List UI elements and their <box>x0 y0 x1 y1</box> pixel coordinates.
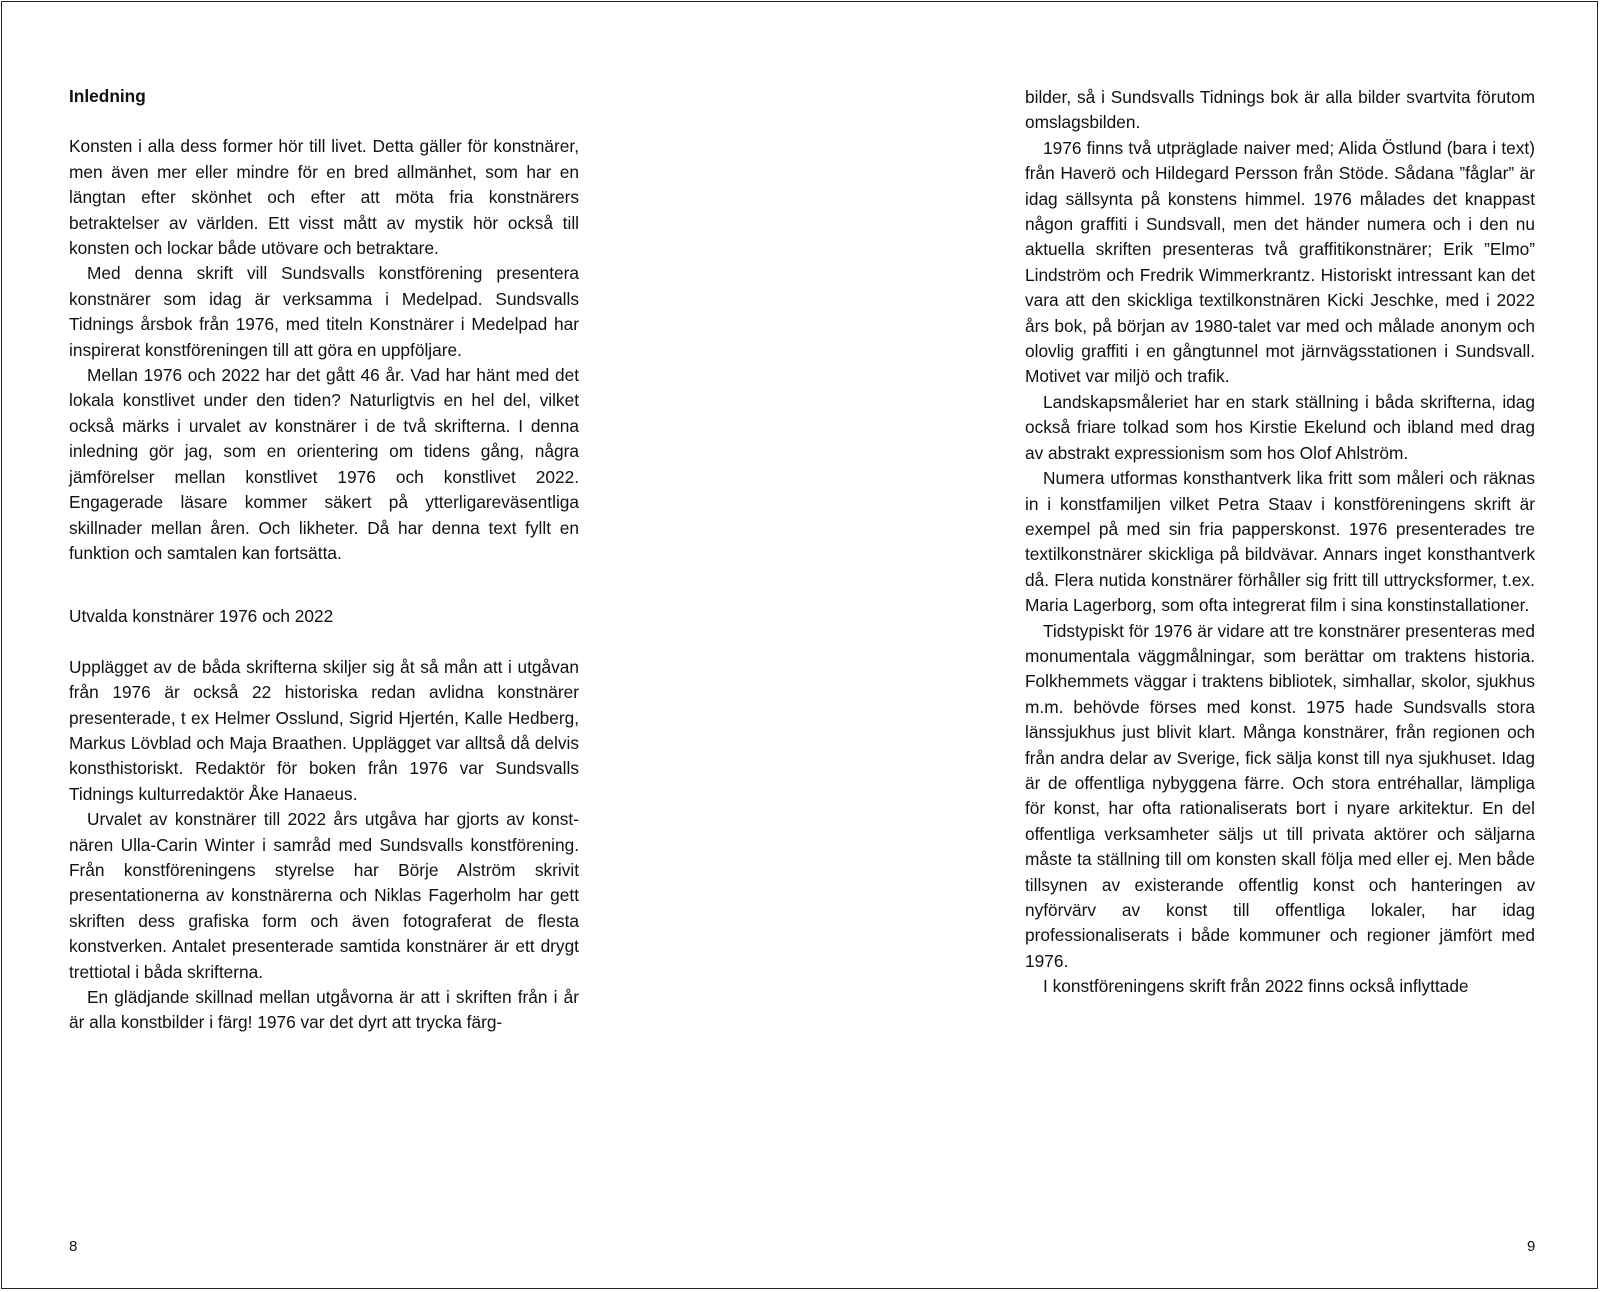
section-heading-inledning: Inledning <box>69 86 146 106</box>
body-paragraph: Mellan 1976 och 2022 har det gått 46 år. Vad har hänt med det lokala konstlivet under den tiden? Naturligtvis en hel del, vilket också märks i urvalet av konstnärer i de två skrifterna. I denna inledning gör jag, som en orientering om tidens gång, några jämförelser mellan konstlivet 1976 och konstlivet 2022. Engagerade läsare kommer säkert på ytterligareväsentliga skillnader mellan åren. Och likheter. Då har denna text fyllt en funktion och samtalen kan fortsätta. <box>69 365 579 563</box>
section-subheading: Utvalda konstnärer 1976 och 2022 <box>69 606 334 627</box>
body-paragraph: bilder, så i Sundsvalls Tidnings bok är alla bilder svartvita förutom omslagsbilden. <box>1025 87 1535 133</box>
body-paragraph: 1976 finns två utpräglade naiver med; Alida Östlund (bara i text) från Haverö och Hildegard Persson från Stöde. Sådana ”fåglar” är idag sällsynta på konstens himmel. 1976 målades det knappast någon graffiti i Sundsvall, men det händer numera och i den nu aktuella skriften presenteras två graffitikonstnärer; Erik ”Elmo” Lindström och Fredrik Wimmerkrantz. Historiskt intressant kan det vara att den skickliga textilkonstnären Kicki Jeschke, med i 2022 års bok, på början av 1980-talet var med och målade anonym och olovlig graffiti i en gångtunnel mot järnvägsstationen i Sundsvall. Motivet var miljö och trafik. <box>1025 137 1535 387</box>
body-paragraph: Upplägget av de båda skrifterna skiljer sig åt så mån att i utgåvan från 1976 är också 22 historiska redan avlidna konstnärer presenterade, t ex Helmer Osslund, Sigrid Hjertén, Kalle Hedberg, Markus Lövblad och Maja Braathen. Upplägget var alltså då delvis konsthistoriskt. Redaktör för boken från 1976 var Sundsvalls Tidnings kulturredaktör Åke Hanaeus. <box>69 656 579 804</box>
section-spacer <box>69 566 579 604</box>
body-paragraph: Med denna skrift vill Sundsvalls konstförening presentera konstnärer som idag är verksamma i Medelpad. Sundsvalls Tidnings årsbok från 1976, med titeln Konstnärer i Medelpad har inspirerat konstföreningen till att göra en uppföljare. <box>69 263 579 360</box>
left-page-text-column <box>69 84 579 1036</box>
page-number-right: 9 <box>1527 1238 1536 1255</box>
book-spread <box>1 1 1598 1289</box>
body-paragraph: Landskapsmåleriet har en stark ställning i båda skrifterna, idag också friare tolkad som hos Kirstie Ekelund och ibland med drag av abstrakt expressionism som hos Olof Ahlström. <box>1025 391 1535 463</box>
body-paragraph: Numera utformas konsthantverk lika fritt som måleri och räknas in i konstfamiljen vilket Petra Staav i konstföreningens skrift är exempel på med sin fria papperskonst. 1976 presenterades tre textilkonstnärer skickliga på bildvävar. Annars inget konsthantverk då. Flera nutida konstnärer förhåller sig fritt till uttrycksformer, t.ex. Maria Lagerborg, som ofta integrerat film i sina konstinstallationer. <box>1025 468 1535 616</box>
page-number-left: 8 <box>69 1238 78 1255</box>
body-paragraph: En glädjande skillnad mellan utgåvorna är att i skriften från i år är alla konstbilder i färg! 1976 var det dyrt att trycka färg- <box>69 987 579 1033</box>
body-paragraph: Urvalet av konstnärer till 2022 års utgåva har gjorts av konstnären Ulla-Carin Winter i samråd med Sundsvalls konstförening. Från konstföreningens styrelse har Börje Alström skrivit presentationerna av konstnärerna och Niklas Fagerholm har gett skriften dess grafiska form och även fotograferat de flesta konstverken. Antalet presenterade samtida konstnärer är ett drygt trettiotal i båda skrifterna. <box>69 809 579 982</box>
right-page-text-column <box>1025 85 1535 1000</box>
body-paragraph: Tidstypiskt för 1976 är vidare att tre konstnärer presenteras med monumentala väggmålningar, som berättar om traktens historia. Folkhemmets väggar i traktens bibliotek, simhallar, skolor, sjukhus m.m. behövde förses med konst. 1975 hade Sundsvalls stora länssjukhus just blivit klart. Många konstnärer, från regionen och från andra delar av Sverige, fick sälja konst till nya sjukhuset. Idag är de offentliga nybyggena färre. Och stora entréhallar, lämpliga för konst, har ofta rationaliserats bort i nyare arkitektur. En del offentliga verksamheter säljs ut till privata aktörer och säljarna måste ta ställning till om konsten skall följa med eller ej. Men både tillsynen av existerande offentlig konst och hanteringen av nyförvärv av konst till offentliga lokaler, har idag professionaliserats i både kommuner och regioner jämfört med 1976. <box>1025 620 1535 971</box>
body-paragraph: I konstföreningens skrift från 2022 finns också inflyttade <box>1043 976 1469 997</box>
body-paragraph: Konsten i alla dess former hör till livet. Detta gäller för konstnärer, men även mer eller mindre för en bred allmänhet, som har en längtan efter skönhet och efter att möta fria konstnärers betraktelser av världen. Ett visst mått av mystik hör också till konsten och lockar både utövare och betraktare. <box>69 136 579 259</box>
